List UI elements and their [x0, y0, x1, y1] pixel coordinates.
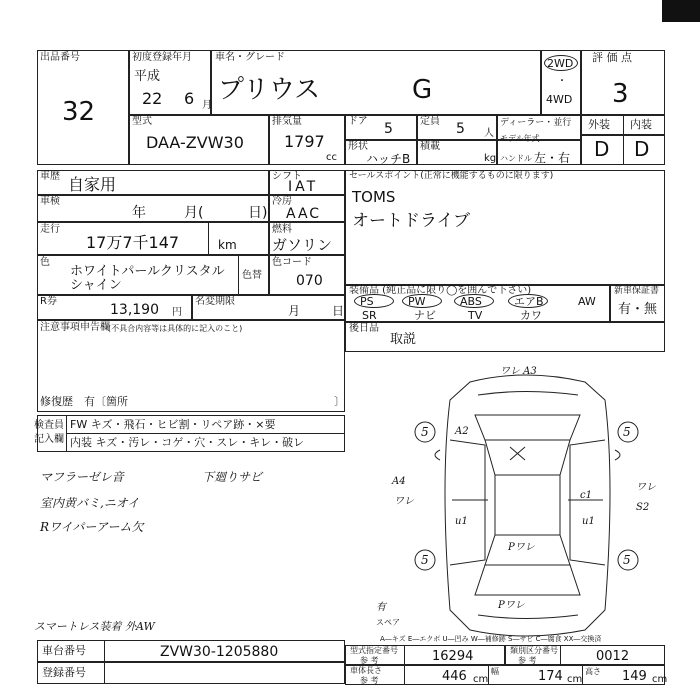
length-label: 車体長さ: [350, 666, 382, 675]
name-change-day: 日: [332, 304, 345, 318]
height-unit: cm: [652, 674, 668, 685]
warranty-value: 有・無: [618, 302, 658, 317]
fuel-value: ガソリン: [272, 236, 333, 254]
capacity-unit: 人: [484, 128, 494, 139]
sales-point-label: セールスポイント(正常に機能するものに限ります): [349, 171, 554, 181]
first-reg-month: 6: [184, 89, 195, 108]
mark-a3: ワレ A3: [500, 366, 537, 377]
recycle-unit: 円: [172, 307, 182, 318]
dims-divider1: [488, 665, 489, 685]
twowd: 2WD: [547, 57, 574, 70]
rating-value: 3: [612, 79, 629, 109]
body-label: 形状: [348, 141, 368, 152]
length-sub: 参 考: [360, 676, 379, 685]
history-label: 車歴: [40, 171, 60, 182]
note-line3: Rワイパーアーム欠: [40, 520, 144, 534]
inspection-box: [37, 195, 269, 222]
aircon-label: 冷房: [272, 196, 292, 207]
load-unit: kg: [484, 153, 497, 164]
mark-pware-bottom: Pワレ: [498, 600, 525, 611]
first-reg-month-unit: 月: [202, 100, 212, 111]
equipment-circle: [454, 294, 494, 308]
repair-value: 有〔箇所: [84, 395, 128, 408]
dims-box: [345, 665, 668, 685]
fuel-label: 燃料: [272, 224, 292, 235]
displacement-unit: cc: [326, 152, 337, 163]
mileage-divider: [208, 222, 209, 255]
width-value: 174: [538, 669, 563, 684]
mileage-label: 走行: [40, 224, 60, 235]
mark-u1-left: u1: [455, 516, 468, 527]
dealer-label: ディーラー・並行: [500, 118, 572, 128]
notes-label: 注意事項申告欄: [40, 322, 110, 333]
inspector-label1: 検査員: [34, 420, 64, 431]
color-label: 色: [40, 257, 50, 268]
capacity-label: 定員: [420, 116, 440, 127]
handle-label: ハンドル: [500, 154, 532, 163]
repair-close: 〕: [334, 395, 345, 408]
type-no-sub: 参 考: [360, 656, 379, 665]
rating-label: 評 価 点: [592, 51, 632, 64]
mark-a2: A2: [455, 426, 469, 437]
equipment-circle: [354, 294, 394, 308]
mileage-value: 17万7千147: [86, 233, 180, 252]
tire-mark-rl: 5: [421, 553, 429, 567]
inspection-month: 月(: [184, 205, 204, 221]
color-code-label: 色コード: [272, 257, 312, 268]
note-line4: 下廻りサビ: [202, 470, 263, 484]
equipment-item: カワ: [520, 309, 542, 322]
class-no-value: 0012: [596, 649, 630, 664]
height-label: 高さ: [585, 667, 601, 676]
equipment-item: エアB: [514, 295, 544, 308]
car-diagram: [400, 360, 670, 645]
tire-mark-fl: 5: [421, 425, 429, 439]
capacity-value: 5: [456, 121, 465, 137]
chassis-label: 車台番号: [42, 644, 86, 657]
displacement-label: 排気量: [272, 116, 302, 127]
doors-value: 5: [384, 121, 393, 137]
height-value: 149: [622, 669, 647, 684]
equipment-item: AW: [578, 295, 596, 308]
equipment-circle: [508, 294, 548, 308]
inspector-label2: 記入欄: [34, 434, 64, 445]
notes-sub: (不具合内容等は具体的に記入のこと): [108, 324, 243, 333]
int-value: D: [634, 137, 650, 161]
length-unit: cm: [473, 674, 489, 685]
rear-seat-label: 後日品: [349, 323, 379, 334]
first-reg-era: 平成: [134, 69, 161, 84]
color-change-label: 色替: [242, 270, 262, 281]
inspection-year: 年: [132, 205, 146, 221]
inspector-row2: 内装 キズ・汚レ・コゲ・穴・スレ・キレ・破レ: [70, 436, 305, 449]
class-no-divider: [560, 645, 561, 665]
ext-value: D: [594, 137, 610, 161]
fourwd: 4WD: [546, 93, 573, 106]
equipment-circle: [402, 294, 442, 308]
inspection-label: 車検: [40, 196, 60, 207]
equipment-item: TV: [468, 309, 483, 322]
sales-point-line2: オートドライブ: [352, 211, 470, 231]
rear-seat-value: 取説: [390, 332, 417, 347]
inspector-row1: FW キズ・飛石・ヒビ割・リペア跡・×要: [70, 418, 276, 431]
mark-pware-rear: Pワレ: [508, 542, 535, 553]
note-bottom: スマートレス装着 外AW: [34, 620, 155, 633]
tire-mark-rr: 5: [623, 553, 631, 567]
recycle-label: R券: [40, 296, 57, 307]
note-line2: 室内黄バミ,ニオイ: [40, 496, 140, 510]
shift-label: シフト: [272, 171, 302, 182]
width-unit: cm: [567, 674, 583, 685]
history-value: 自家用: [68, 175, 117, 194]
length-value: 446: [442, 669, 467, 684]
mark-a4: A4: [392, 476, 406, 487]
sales-point-line1: TOMS: [352, 188, 396, 206]
dims-divider2: [582, 665, 583, 685]
name-change-label: 名変期限: [195, 296, 235, 307]
mark-s2: S2: [636, 502, 650, 513]
color-code-value: 070: [296, 273, 323, 289]
name-label: 車名・グレード: [215, 52, 285, 63]
spare-mark: 有: [376, 602, 386, 613]
aircon-value: AAC: [286, 206, 322, 222]
model-value: DAA-ZVW30: [146, 133, 244, 152]
note-line1: マフラーゼレ音: [40, 470, 124, 484]
warranty-label: 新車保証書: [614, 286, 660, 296]
equipment-label: 装備品 (純正品に限り◯を囲んで下さい): [349, 285, 532, 296]
repair-label: 修復歴: [40, 395, 73, 408]
ext-label: 外装: [588, 118, 610, 131]
color-divider: [238, 255, 239, 295]
class-no-label: 類別区分番号: [510, 646, 558, 655]
width-label: 幅: [491, 667, 499, 676]
damage-legend: A―キズ E―エクボ U―凹み W―補修跡 S―サビ C―腐食 XX―交換済: [380, 635, 602, 643]
mileage-unit: km: [218, 238, 237, 252]
int-label: 内装: [630, 118, 652, 131]
handle-value: 左・右: [534, 151, 571, 165]
displacement-value: 1797: [284, 132, 325, 151]
spare-label: スペア: [376, 618, 400, 627]
inspector-row-divider: [66, 433, 345, 434]
model-label: 型式: [132, 116, 152, 127]
equipment-item: PS: [360, 295, 374, 308]
doors-label: ドア: [348, 116, 368, 127]
equipment-item: ABS: [460, 295, 482, 308]
mark-a4-ware: ワレ: [394, 496, 414, 507]
recycle-value: 13,190: [110, 302, 159, 318]
first-reg-year: 22: [142, 89, 163, 108]
lot-number: 32: [62, 97, 96, 127]
name-change-month: 月: [288, 304, 301, 318]
tire-mark-fr: 5: [623, 425, 631, 439]
car-name: プリウス: [218, 75, 321, 105]
chassis-value: ZVW30-1205880: [160, 644, 279, 660]
equipment-item: ナビ: [414, 309, 436, 322]
inspection-day: 日): [248, 205, 268, 221]
model-year-label: モデル年式: [500, 134, 540, 143]
equipment-item: PW: [408, 295, 426, 308]
mark-c1: c1: [580, 490, 592, 501]
mark-u1-right: u1: [582, 516, 595, 527]
first-reg-label: 初度登録年月: [132, 52, 192, 63]
type-no-value: 16294: [432, 649, 474, 664]
class-no-sub: 参 考: [518, 656, 537, 665]
equipment-item: SR: [362, 309, 377, 322]
car-grade: G: [412, 75, 433, 105]
drive-dot: ・: [557, 76, 567, 87]
shift-value: IAT: [288, 179, 319, 195]
lot-label: 出品番号: [40, 52, 80, 63]
color-value-line1: ホワイトパールクリスタル: [70, 264, 225, 279]
color-value-line2: シャイン: [70, 278, 122, 293]
body-value: ハッチB: [366, 152, 411, 166]
registration-label: 登録番号: [42, 666, 86, 679]
type-no-label: 型式指定番号: [350, 646, 398, 655]
load-label: 積載: [420, 141, 440, 152]
mark-ware-right: ワレ: [636, 482, 656, 493]
corner-marker: [662, 0, 700, 22]
